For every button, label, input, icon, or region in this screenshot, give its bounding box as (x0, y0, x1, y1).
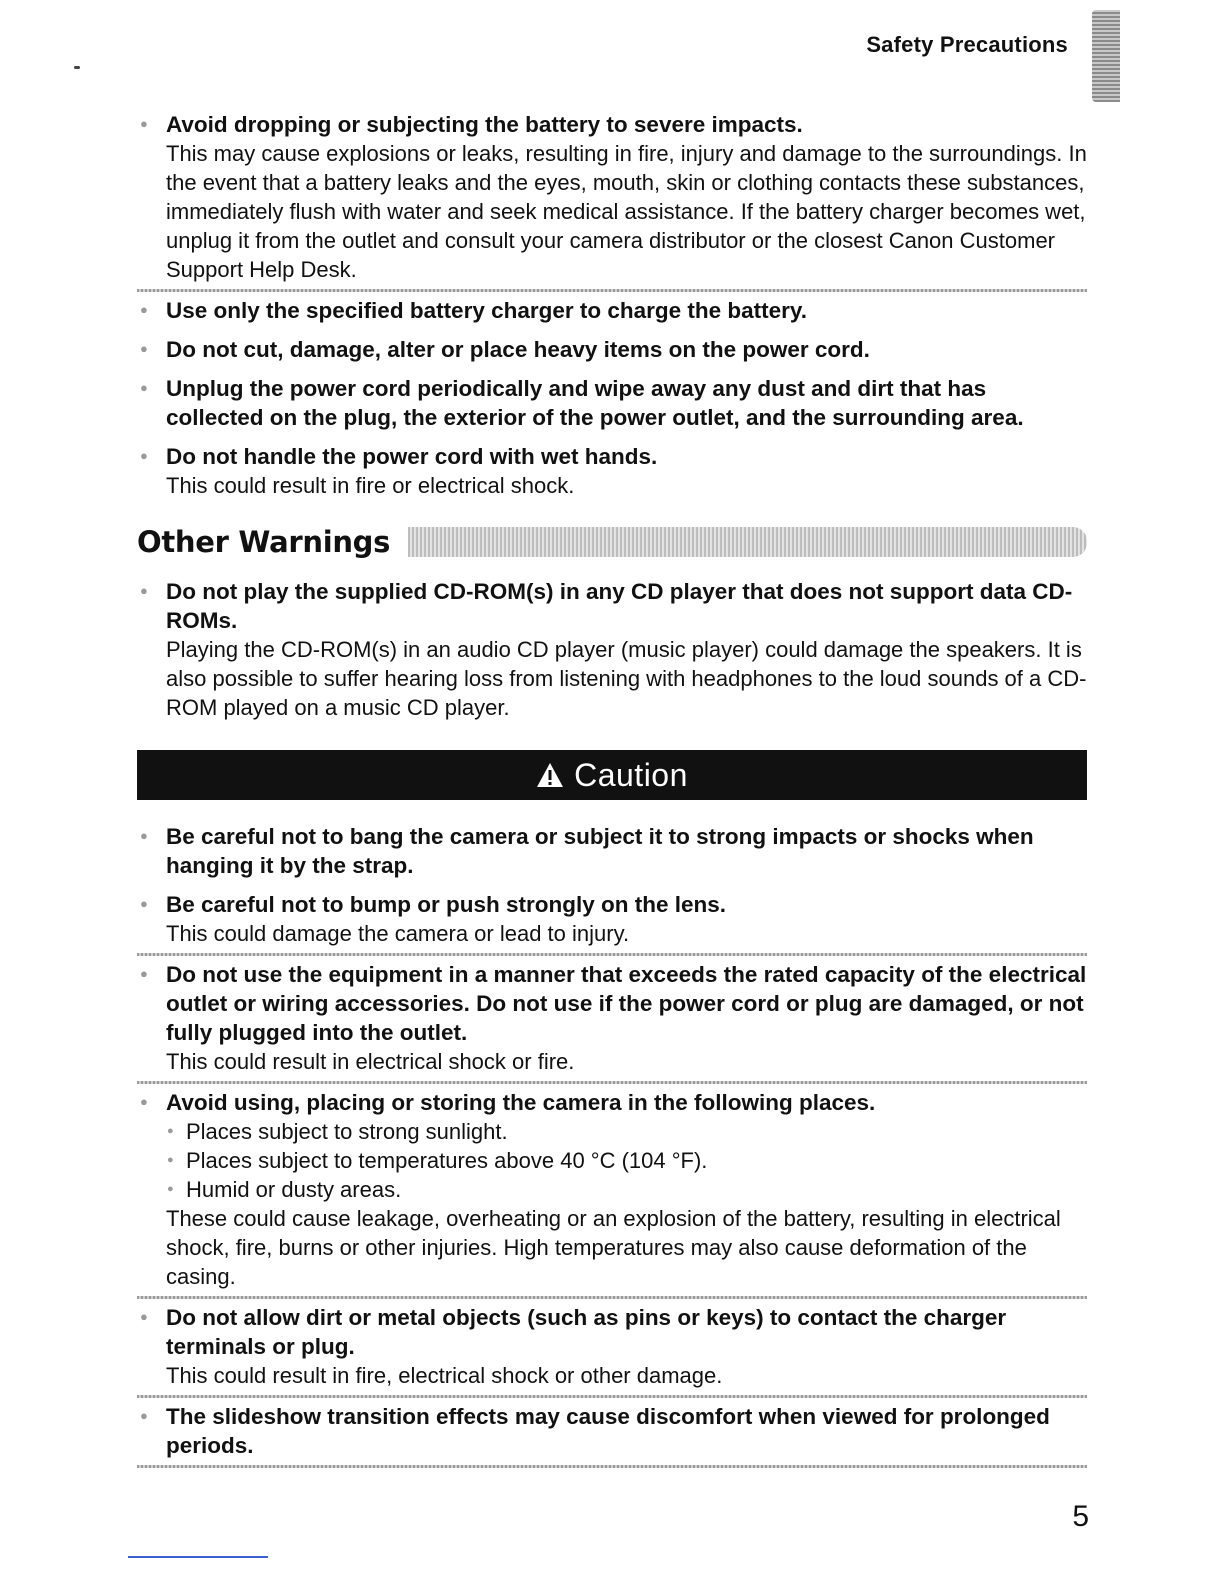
caution-banner (137, 750, 1087, 800)
list-item (137, 110, 1087, 284)
sub-list-item (166, 1146, 1087, 1175)
item-title: Do not use the equipment in a manner that exceeds the rated capacity of the electrical outlet or wiring accessories. Do not use if the power cord or plug are damaged, or not fully plugged into the outlet. (166, 962, 1087, 1045)
item-title: Do not cut, damage, alter or place heavy items on the power cord. (166, 337, 870, 362)
dotted-divider (137, 1465, 1087, 1468)
bullet-icon: ● (140, 896, 148, 911)
sub-list-item (166, 1117, 1087, 1146)
list-item (137, 1402, 1087, 1460)
list-item (137, 1303, 1087, 1390)
list-item (137, 1088, 1087, 1291)
bullet-icon: ● (140, 116, 148, 131)
list-item (137, 335, 1087, 364)
item-title: Do not allow dirt or metal objects (such as pins or keys) to contact the charger terminals or plug. (166, 1305, 1007, 1359)
item-title: Be careful not to bang the camera or subject it to strong impacts or shocks when hanging it by the strap. (166, 824, 1034, 878)
dotted-divider (137, 1081, 1087, 1084)
page-header (0, 32, 1224, 62)
item-title: Do not play the supplied CD-ROM(s) in any CD player that does not support data CD-ROMs. (166, 579, 1073, 633)
dotted-divider (137, 1395, 1087, 1398)
item-body: Playing the CD-ROM(s) in an audio CD player (music player) could damage the speakers. It is also possible to suffer hearing loss from listening with headphones to the loud sounds of a CD-ROM played on a music CD player. (166, 637, 1087, 720)
item-body: These could cause leakage, overheating or an explosion of the battery, resulting in electrical shock, fire, burns or other injuries. High temperatures may also cause deformation of the casing. (166, 1206, 1061, 1289)
bullet-icon: ● (140, 341, 148, 356)
sub-bullet-icon: ● (167, 1154, 174, 1166)
dotted-divider (137, 1296, 1087, 1299)
caution-heading: Caution (574, 756, 688, 793)
item-title: Avoid dropping or subjecting the battery to severe impacts. (166, 112, 803, 137)
section-heading-text: Other Warnings (137, 525, 391, 559)
sub-list (166, 1117, 1087, 1204)
dotted-divider (137, 953, 1087, 956)
page-number: 5 (1072, 1500, 1089, 1533)
item-body: This could damage the camera or lead to injury. (166, 921, 630, 946)
scan-mark (74, 66, 80, 69)
bullet-icon: ● (140, 302, 148, 317)
sub-item-text: Humid or dusty areas. (186, 1177, 402, 1202)
footer-rule (128, 1556, 268, 1558)
item-body: This could result in fire or electrical shock. (166, 473, 575, 498)
list-item (137, 890, 1087, 948)
item-body: This could result in fire, electrical shock or other damage. (166, 1363, 723, 1388)
sub-bullet-icon: ● (167, 1125, 174, 1137)
bullet-icon: ● (140, 380, 148, 395)
item-title: Unplug the power cord periodically and wipe away any dust and dirt that has collected on the plug, the exterior of the power outlet, and the surrounding area. (166, 376, 1024, 430)
item-body: This could result in electrical shock or fire. (166, 1049, 575, 1074)
warning-triangle-icon (536, 762, 564, 788)
list-item (137, 577, 1087, 722)
bullet-icon: ● (140, 966, 148, 981)
sub-item-text: Places subject to temperatures above 40 °C (104 °F). (186, 1148, 708, 1173)
sub-list-item (166, 1175, 1087, 1204)
bullet-icon: ● (140, 448, 148, 463)
chapter-tab-marker (1092, 10, 1120, 102)
list-item (137, 822, 1087, 880)
sub-item-text: Places subject to strong sunlight. (186, 1119, 508, 1144)
other-warnings-heading (137, 525, 1087, 559)
item-title: Do not handle the power cord with wet hands. (166, 444, 658, 469)
sub-bullet-icon: ● (167, 1183, 174, 1195)
item-title: Use only the specified battery charger to charge the battery. (166, 298, 808, 323)
bullet-icon: ● (140, 828, 148, 843)
heading-decor-bar (408, 527, 1087, 557)
bullet-icon: ● (140, 1408, 148, 1423)
section-title: Safety Precautions (866, 32, 1068, 57)
list-item (137, 296, 1087, 325)
bullet-icon: ● (140, 1309, 148, 1324)
bullet-icon: ● (140, 1094, 148, 1109)
list-item (137, 442, 1087, 500)
item-title: Avoid using, placing or storing the camera in the following places. (166, 1090, 876, 1115)
dotted-divider (137, 289, 1087, 292)
page-content (137, 110, 1087, 1472)
bullet-icon: ● (140, 583, 148, 598)
list-item (137, 960, 1087, 1076)
list-item (137, 374, 1087, 432)
item-title: Be careful not to bump or push strongly on the lens. (166, 892, 727, 917)
item-body: This may cause explosions or leaks, resulting in fire, injury and damage to the surroundings. In the event that a battery leaks and the eyes, mouth, skin or clothing contacts these substances, immediately flush with water and seek medical assistance. If the battery charger becomes wet, unplug it from the outlet and consult your camera distributor or the closest Canon Customer Support Help Desk. (166, 141, 1087, 282)
item-title: The slideshow transition effects may cause discomfort when viewed for prolonged periods. (166, 1404, 1050, 1458)
